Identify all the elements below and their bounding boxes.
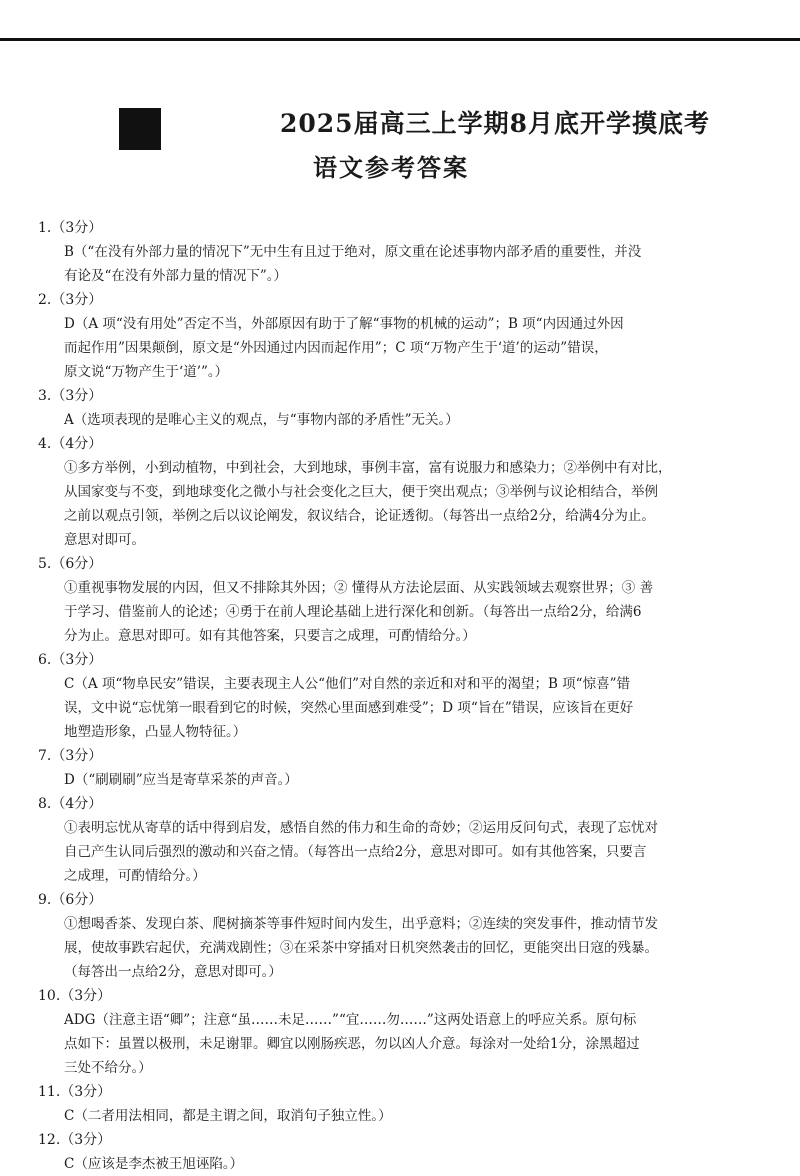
answer-text-line: 自己产生认同后强烈的激动和兴奋之情。（每答出一点给2分，意思对即可。如有其他答案，只要言 [64,844,647,860]
answer-text-line: 之前以观点引领，举例之后以议论阐发，叙议结合，论证透彻。（每答出一点给2分，给满4分为止。 [64,508,655,524]
answer-text-line: ADG（注意主语“卿”；注意“虽……未足……”“宜……勿……”这两处语意上的呼应关系。原句标 [64,1012,637,1028]
answer-text-line: B（“在没有外部力量的情况下”无中生有且过于绝对，原文重在论述事物内部矛盾的重要性，并没 [64,244,642,260]
answer-number: 11.（3分） [38,1084,112,1100]
answer-list [38,216,758,1176]
answer-text-line: 之成理，可酌情给分。） [64,868,206,884]
answer-number: 9.（6分） [38,892,103,908]
answer-item [38,792,758,888]
answer-text-line: 展，使故事跌宕起伏，充满戏剧性；③在采茶中穿插对日机突然袭击的回忆，更能突出日寇的残暴。 [64,940,658,956]
answer-item [38,648,758,744]
answer-number: 4.（4分） [38,436,103,452]
answer-text-line: 分为止。意思对即可。如有其他答案，只要言之成理，可酌情给分。） [64,628,476,644]
answer-text-line: 点如下：虽置以极刑，未足谢罪。卿宜以刚肠疾恶，勿以凶人介意。每涂对一处给1分，涂黑超过 [64,1036,640,1052]
answer-text-line: （每答出一点给2分，意思对即可。） [64,964,282,980]
answer-text-line: D（A 项“没有用处”否定不当，外部原因有助于了解“事物的机械的运动”；B 项“内因通过外因 [64,316,624,332]
answer-number: 2.（3分） [38,292,103,308]
answer-number: 10.（3分） [38,988,112,1004]
answer-item [38,216,758,288]
answer-text-line: 误，文中说“忘忧第一眼看到它的时候，突然心里面感到难受”；D 项“旨在”错误，应该旨在更好 [64,700,634,716]
answer-text-line: ①表明忘忧从寄草的话中得到启发，感悟自然的伟力和生命的奇妙；②运用反问句式，表现了忘忧对 [64,820,658,836]
answer-item [38,888,758,984]
answer-number: 8.（4分） [38,796,103,812]
answer-number: 5.（6分） [38,556,103,572]
answer-item [38,984,758,1080]
answer-text-line: 从国家变与不变，到地球变化之微小与社会变化之巨大，便于突出观点；③举例与议论相结合，举例 [64,484,658,500]
answer-text-line: ①多方举例，小到动植物，中到社会，大到地球，事例丰富，富有说服力和感染力；②举例中有对比， [64,460,672,476]
answer-item [38,1128,758,1176]
answer-number: 6.（3分） [38,652,103,668]
answer-number: 12.（3分） [38,1132,112,1148]
top-border-rule [0,38,800,41]
answer-text-line: 原文说“万物产生于‘道’”。） [64,364,229,380]
answer-item [38,288,758,384]
answer-text-line: A（选项表现的是唯心主义的观点，与“事物内部的矛盾性”无关。） [64,412,459,428]
answer-text-line: 地塑造形象，凸显人物特征。） [64,724,247,740]
answer-item [38,1080,758,1128]
answer-text-line: C（应该是李杰被王旭诬陷。） [64,1156,244,1172]
answer-number: 1.（3分） [38,220,103,236]
answer-text-line: C（二者用法相同，都是主谓之间，取消句子独立性。） [64,1108,392,1124]
answer-item [38,384,758,432]
answer-text-line: 有论及“在没有外部力量的情况下”。） [64,268,288,284]
answer-text-line: C（A 项“物阜民安”错误，主要表现主人公“他们”对自然的亲近和对和平的渴望；B 项“惊喜”错 [64,676,630,692]
answer-text-line: 三处不给分。） [64,1060,152,1076]
answer-item [38,744,758,792]
page-subtitle: 语文参考答案 [313,153,469,182]
answer-number: 3.（3分） [38,388,103,404]
answer-text-line: D（“刷刷刷”应当是寄草采茶的声音。） [64,772,298,788]
answer-item [38,432,758,552]
answer-text-line: ①想喝香茶、发现白茶、爬树摘茶等事件短时间内发生，出乎意料；②连续的突发事件，推动情节发 [64,916,658,932]
answer-text-line: 于学习、借鉴前人的论述；④勇于在前人理论基础上进行深化和创新。（每答出一点给2分，给满6 [64,604,642,620]
page-title: 2025届高三上学期8月底开学摸底考 [280,109,710,138]
answer-text-line: ①重视事物发展的内因，但又不排除其外因；② 懂得从方法论层面、从实践领域去观察世界；③ 善 [64,580,654,596]
answer-item [38,552,758,648]
logo-mark [119,108,161,150]
answer-text-line: 而起作用”因果颠倒，原文是“外因通过内因而起作用”；C 项“万物产生于‘道’的运动”错误， [64,340,608,356]
answer-text-line: 意思对即可。 [64,532,145,548]
answer-number: 7.（3分） [38,748,103,764]
